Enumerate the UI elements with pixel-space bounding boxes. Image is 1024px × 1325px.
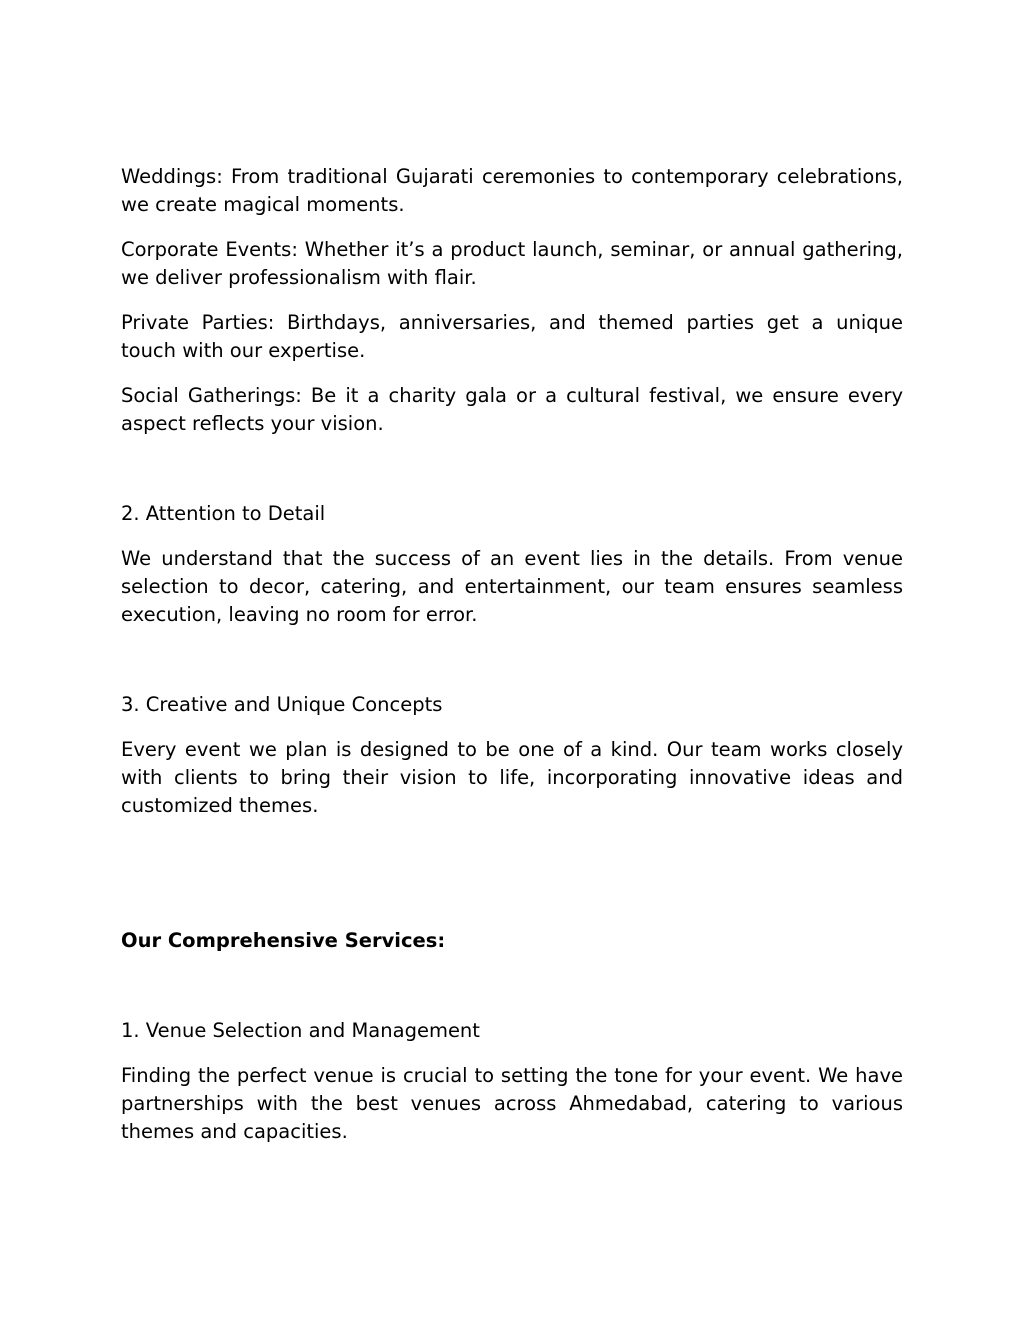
spacer [121, 438, 903, 500]
spacer [121, 629, 903, 691]
paragraph-social-gatherings: Social Gatherings: Be it a charity gala or a cultural festival, we ensure every aspect reflects your vision. [121, 384, 903, 435]
spacer [121, 955, 903, 1017]
services-title: Our Comprehensive Services: [121, 929, 446, 952]
spacer [121, 719, 903, 736]
spacer [121, 365, 903, 382]
paragraph-corporate-events: Corporate Events: Whether it’s a product launch, seminar, or annual gathering, we deliver professionalism with flair. [121, 238, 903, 289]
section-heading-attention-to-detail: 2. Attention to Detail [121, 502, 326, 525]
paragraph-weddings: Weddings: From traditional Gujarati ceremonies to contemporary celebrations, we create magical moments. [121, 165, 903, 216]
spacer [121, 528, 903, 545]
section-heading-creative-concepts: 3. Creative and Unique Concepts [121, 693, 443, 716]
paragraph-private-parties: Private Parties: Birthdays, anniversaries, and themed parties get a unique touch with our expertise. [121, 311, 903, 362]
paragraph-venue-selection: Finding the perfect venue is crucial to setting the tone for your event. We have partnerships with the best venues across Ahmedabad, catering to various themes and capacities. [121, 1064, 903, 1143]
paragraph-creative-concepts: Every event we plan is designed to be one of a kind. Our team works closely with clients to bring their vision to life, incorporating innovative ideas and customized themes. [121, 738, 903, 817]
spacer [121, 219, 903, 236]
spacer [121, 292, 903, 309]
document-page [121, 163, 903, 1146]
paragraph-attention-to-detail: We understand that the success of an event lies in the details. From venue selection to decor, catering, and entertainment, our team ensures seamless execution, leaving no room for error. [121, 547, 903, 626]
service-heading-venue-selection: 1. Venue Selection and Management [121, 1019, 480, 1042]
spacer [121, 1045, 903, 1062]
spacer [121, 820, 903, 927]
